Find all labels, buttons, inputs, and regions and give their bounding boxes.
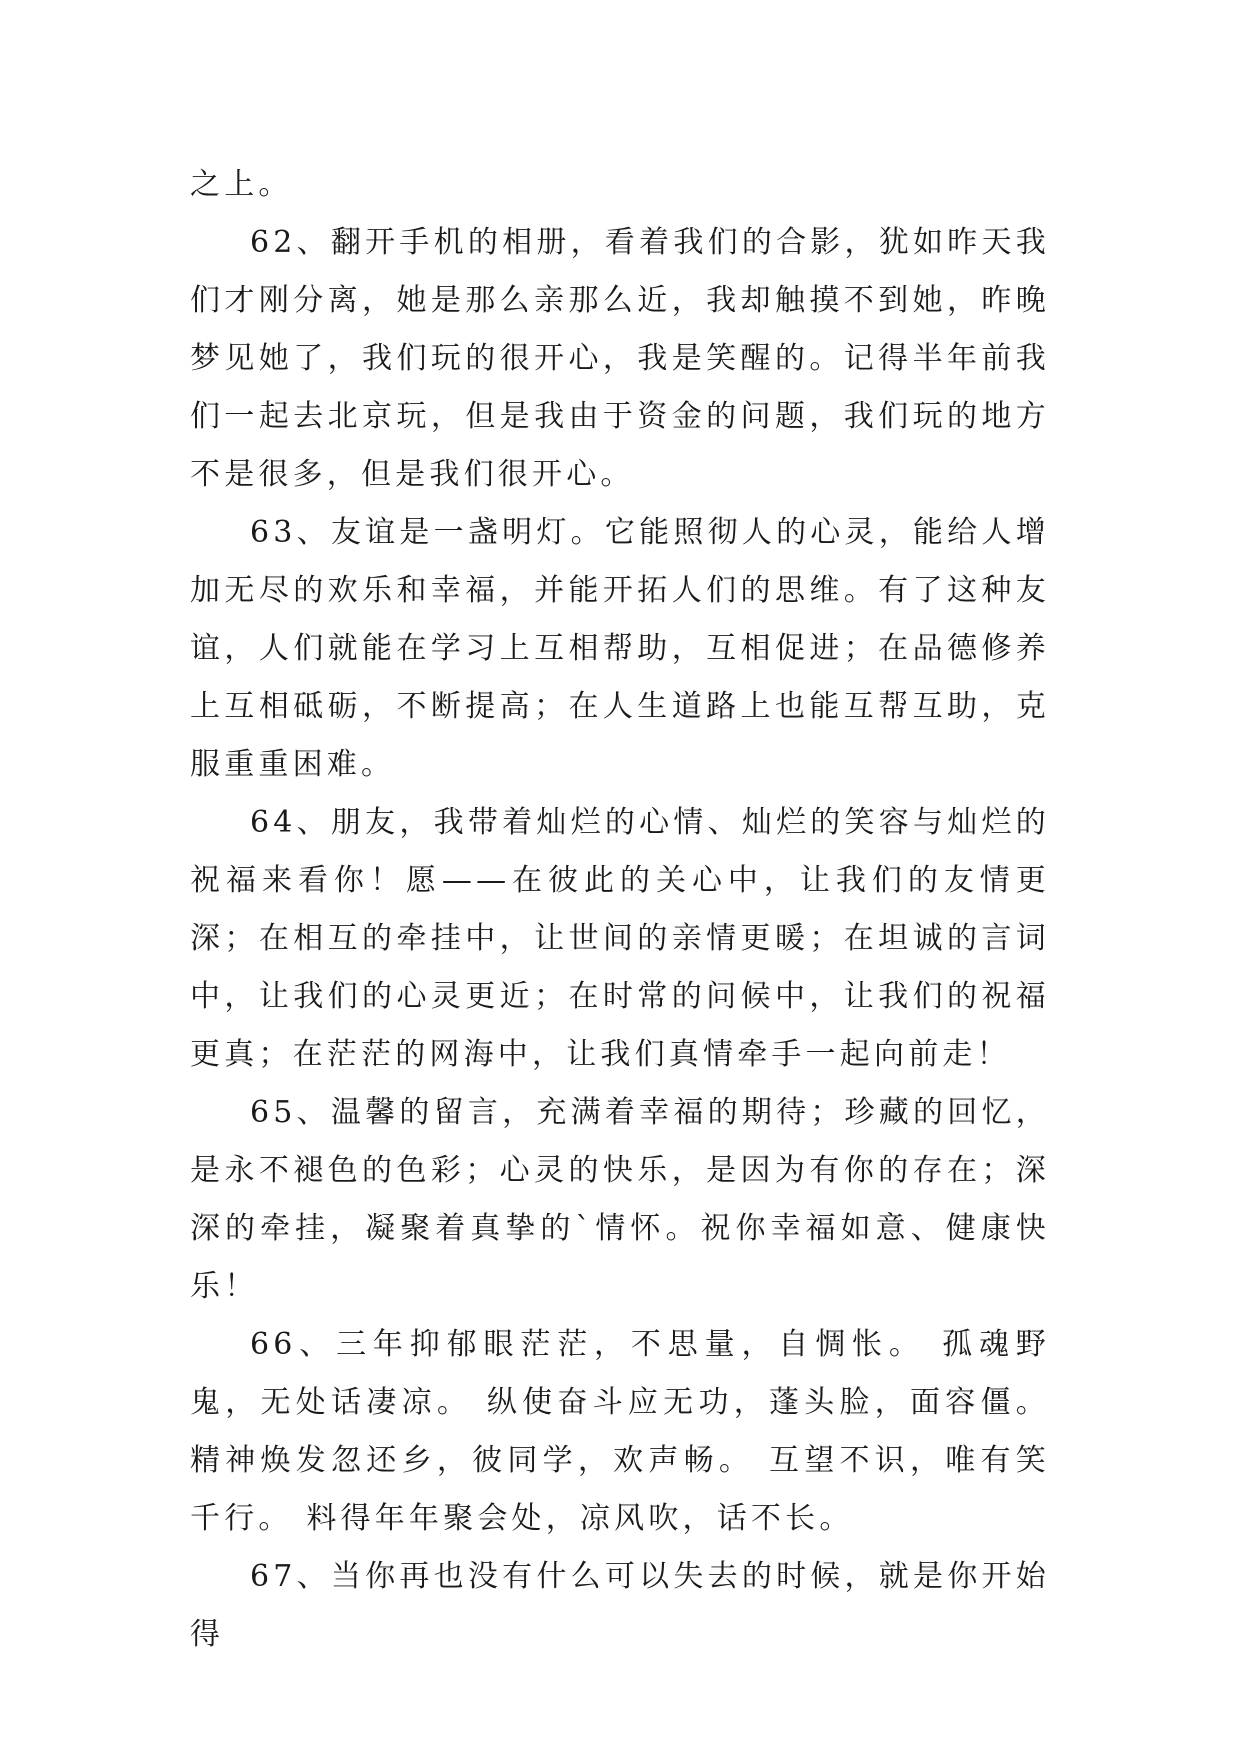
paragraph-67: 67、当你再也没有什么可以失去的时候，就是你开始得 xyxy=(190,1559,1050,1652)
paragraph-continuation: 之上。 xyxy=(190,167,293,202)
paragraph-65: 65、温馨的留言，充满着幸福的期待；珍藏的回忆，是永不褪色的色彩；心灵的快乐，是因为有你的存在；深深的牵挂，凝聚着真挚的`情怀。祝你幸福如意、健康快乐！ xyxy=(190,1095,1050,1304)
paragraph-62: 62、翻开手机的相册，看着我们的合影，犹如昨天我们才刚分离，她是那么亲那么近，我却触摸不到她，昨晚梦见她了，我们玩的很开心，我是笑醒的。记得半年前我们一起去北京玩，但是我由于资金的问题，我们玩的地方不是很多，但是我们很开心。 xyxy=(190,225,1050,492)
paragraph-64: 64、朋友，我带着灿烂的心情、灿烂的笑容与灿烂的祝福来看你！愿——在彼此的关心中，让我们的友情更深；在相互的牵挂中，让世间的亲情更暖；在坦诚的言词中，让我们的心灵更近；在时常的问候中，让我们的祝福更真；在茫茫的网海中，让我们真情牵手一起向前走！ xyxy=(190,805,1050,1072)
document-body xyxy=(190,156,1050,1664)
paragraph-66: 66、三年抑郁眼茫茫，不思量，自惆怅。 孤魂野鬼，无处话凄凉。 纵使奋斗应无功，蓬头脸，面容僵。 精神焕发忽还乡，彼同学，欢声畅。 互望不识，唯有笑千行。 料得年年聚会处，凉风吹，话不长。 xyxy=(190,1327,1050,1536)
paragraph-63: 63、友谊是一盏明灯。它能照彻人的心灵，能给人增加无尽的欢乐和幸福，并能开拓人们的思维。有了这种友谊，人们就能在学习上互相帮助，互相促进；在品德修养上互相砥砺，不断提高；在人生道路上也能互帮互助，克服重重困难。 xyxy=(190,515,1050,782)
